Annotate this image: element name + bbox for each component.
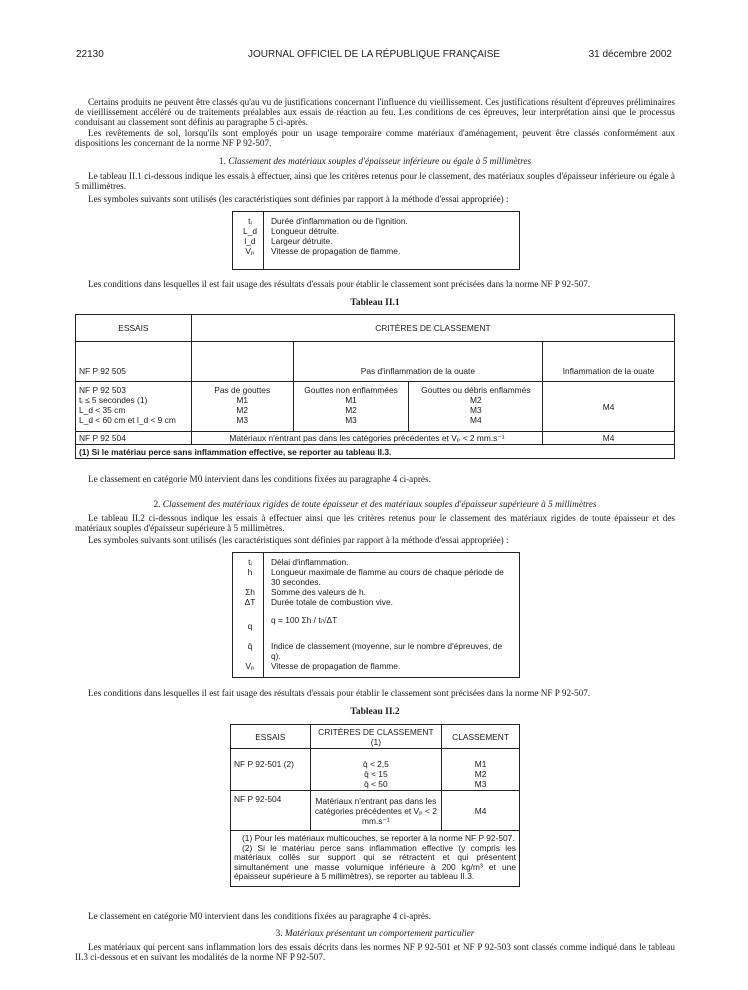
table-1-flamed-drips bbox=[409, 382, 543, 432]
table-2-note-1: (1) Pour les matériaux multicouches, se reporter à la norme NF P 92-507. bbox=[242, 833, 515, 843]
symbols-divider bbox=[263, 212, 264, 269]
table-1-test-nfp92504: NF P 92 504 bbox=[76, 432, 192, 445]
symbol-definition: Vitesse de propagation de flamme. bbox=[271, 661, 401, 671]
symbol-definition: Indice de classement (moyenne, sur le nombre d'épreuves, de q). bbox=[271, 641, 503, 661]
section-3-number: 3. bbox=[275, 929, 283, 939]
symbol: q̄ bbox=[247, 641, 253, 651]
page-number: 22130 bbox=[76, 49, 104, 60]
section-3-heading bbox=[75, 929, 675, 939]
table-2-note-2: (2) Si le matériau perce sans inflammation effective (y compris les matériaux collés sur support qui se rétractent et qui présentent simultanément une masse volumique inférieure à 200 kg/m³ et une épaisseur supérieure à 5 millimètres), se reporter au tableau II.3. bbox=[234, 842, 516, 881]
symbol-definition: Durée totale de combustion vive. bbox=[271, 597, 393, 607]
section-1-paragraph-2: Les symboles suivants sont utilisés (les caractéristiques sont définies par rapport à la méthode d'essai appropriée) : bbox=[88, 194, 509, 204]
section-2-number: 2. bbox=[153, 500, 161, 510]
table-cell-line: q̄ < 50 bbox=[364, 779, 388, 789]
table-2-header-criteres: CRITÈRES DE CLASSEMENT (1) bbox=[310, 725, 441, 749]
intro-paragraph-1: Certains produits ne peuvent être classés qu'au vu de justifications concernant l'influence du vieillissement. Ces justifications résultent d'épreuves préliminaires de vieillissement accéléré ou de traitements préalables aux essais de réaction au feu. Les conditions de ces épreuves, leur interprétation ainsi que le processus conduisant au classement sont définis au paragraphe 5 ci-après. bbox=[75, 97, 675, 127]
table-cell-line: Gouttes non enflammées bbox=[304, 385, 398, 395]
table-cell-line: M2 bbox=[469, 395, 482, 405]
section-3-paragraph-1: Les matériaux qui percent sans inflammation lors des essais décrits dans les normes NF P 92-501 et NF P 92-503 sont classés comme indiqué dans le tableau II.3 ci-dessous et en suivant les modalités de la norme NF P 92-507. bbox=[75, 942, 675, 962]
table-1-no-drips bbox=[191, 382, 293, 432]
symbol: l_d bbox=[244, 236, 256, 246]
section-1-title: Classement des matériaux souples d'épaisseur inférieure ou égale à 5 millimètres bbox=[228, 157, 532, 167]
section-1-after-table: Le classement en catégorie M0 intervient dans les conditions fixées au paragraphe 4 ci-après. bbox=[88, 474, 431, 484]
table-cell-line: M1 bbox=[474, 759, 487, 769]
table-cell-line: M1 bbox=[345, 395, 357, 405]
section-3-title: Matériaux présentant un comportement particulier bbox=[284, 929, 475, 939]
table-cell-line: Pas de gouttes bbox=[214, 385, 271, 395]
table-1-tests-nfp92503 bbox=[76, 382, 192, 432]
table-1-other-materials: Matériaux n'entrant pas dans les catégories précédentes et Vₚ < 2 mm.s⁻¹ bbox=[191, 432, 542, 445]
symbol-definition: Largeur détruite. bbox=[271, 236, 333, 246]
symbol: L_d bbox=[243, 226, 257, 236]
table-cell-line: tᵢ ≤ 5 secondes (1) bbox=[79, 395, 148, 405]
symbol-definition: Vitesse de propagation de flamme. bbox=[271, 246, 401, 256]
table-2-criteria-q bbox=[310, 749, 441, 791]
table-cell-line: L_d < 60 cm et l_d < 9 cm bbox=[79, 415, 176, 425]
section-1-paragraph-1: Le tableau II.1 ci-dessous indique les essais à effectuer, ainsi que les critères retenus pour le classement, des matériaux souples d'épaisseur inférieure ou égale à 5 millimètres. bbox=[75, 171, 675, 191]
symbol-definition: Durée d'inflammation ou de l'ignition. bbox=[271, 216, 408, 226]
section-2-paragraph-2: Les symboles suivants sont utilisés (les caractéristiques sont définies par rapport à la méthode d'essai appropriée) : bbox=[88, 535, 509, 545]
table-cell-line: M1 bbox=[236, 395, 249, 405]
table-cell-line: M2 bbox=[236, 405, 249, 415]
symbols-box-1 bbox=[232, 211, 520, 270]
table-cell-line: M4 bbox=[469, 415, 482, 425]
table-cell-line: q̄ < 2,5 bbox=[362, 759, 389, 769]
q-formula: q = 100 Σh / tᵢ√ΔT bbox=[271, 615, 338, 625]
symbols-box-2 bbox=[232, 552, 520, 678]
table-1-caption: Tableau II.1 bbox=[350, 298, 400, 308]
symbol: tᵢ bbox=[248, 557, 252, 567]
symbol-definition: Somme des valeurs de h. bbox=[271, 587, 366, 597]
table-cell-line: Gouttes ou débris enflammés bbox=[421, 385, 531, 395]
table-1-note: (1) Si le matériau perce sans inflammation effective, se reporter au tableau II.3. bbox=[76, 445, 675, 459]
table-1-unflamed-drips bbox=[293, 382, 409, 432]
symbol: q bbox=[247, 621, 253, 631]
table-2-caption: Tableau II.2 bbox=[350, 707, 400, 717]
table-1-header-essais: ESSAIS bbox=[76, 315, 192, 342]
symbol-definition: Longueur maximale de flamme au cours de chaque période de 30 secondes. bbox=[271, 567, 504, 587]
table-2-classes bbox=[442, 749, 520, 791]
section-1-heading bbox=[75, 157, 675, 167]
table-2-header-classement: CLASSEMENT bbox=[442, 725, 520, 749]
table-cell-line: M3 bbox=[469, 405, 482, 415]
table-2-other-materials: Matériaux n'entrant pas dans les catégories précédentes et Vₚ < 2 mm.s⁻¹ bbox=[310, 791, 441, 831]
section-2-paragraph-1: Le tableau II.2 ci-dessous indique les essais à effectuer ainsi que les critères retenus pour le classement des matériaux rigides de toute épaisseur et des matériaux souples d'épaisseur supérieure à 5 millimètres. bbox=[75, 513, 675, 533]
table-2-m4: M4 bbox=[442, 791, 520, 831]
table-cell-line: M2 bbox=[474, 769, 487, 779]
section-1-number: 1. bbox=[218, 157, 226, 167]
table-1-m4-last: M4 bbox=[543, 432, 675, 445]
section-2-paragraph-3: Les conditions dans lesquelles il est fait usage des résultats d'essais pour établir le classement sont précisées dans la norme NF P 92-507. bbox=[88, 688, 591, 698]
table-cell-line: M2 bbox=[345, 405, 357, 415]
symbols-divider bbox=[263, 553, 264, 677]
table-1-no-ignition: Pas d'inflammation de la ouate bbox=[293, 342, 543, 382]
symbol: Vₚ bbox=[245, 661, 255, 671]
table-cell-line: M3 bbox=[236, 415, 249, 425]
table-2-test-nfp92504: NF P 92-504 bbox=[231, 791, 311, 831]
table-cell-line: M3 bbox=[474, 779, 487, 789]
symbol: tᵢ bbox=[248, 216, 252, 226]
symbol: ΔT bbox=[244, 597, 256, 607]
symbol: h bbox=[247, 567, 253, 577]
table-cell-line: L_d < 35 cm bbox=[79, 405, 126, 415]
table-1-ignition: Inflammation de la ouate bbox=[543, 342, 675, 382]
table-1-m4: M4 bbox=[543, 382, 675, 432]
symbol-definition: Longueur détruite. bbox=[271, 226, 339, 236]
table-ii-1 bbox=[75, 314, 675, 459]
table-1-test-nfp92505: NF P 92 505 bbox=[76, 342, 192, 382]
table-1-header-criteres: CRITÈRES DE CLASSEMENT bbox=[191, 315, 674, 342]
table-ii-2 bbox=[230, 724, 520, 887]
table-cell-line: NF P 92 503 bbox=[79, 385, 126, 395]
section-1-paragraph-3: Les conditions dans lesquelles il est fait usage des résultats d'essais pour établir le classement sont précisées dans la norme NF P 92-507. bbox=[88, 279, 591, 289]
table-2-test-nfp92501: NF P 92-501 (2) bbox=[231, 749, 311, 791]
table-cell-line: M3 bbox=[345, 415, 357, 425]
symbol: Vₚ bbox=[245, 246, 255, 256]
journal-title: JOURNAL OFFICIEL DE LA RÉPUBLIQUE FRANÇAISE bbox=[247, 49, 501, 60]
table-2-header-essais: ESSAIS bbox=[231, 725, 311, 749]
table-cell-line: q̄ < 15 bbox=[364, 769, 388, 779]
issue-date: 31 décembre 2002 bbox=[588, 49, 672, 60]
symbol-definition: Délai d'inflammation. bbox=[271, 557, 349, 567]
table-2-notes bbox=[231, 831, 520, 887]
section-2-title: Classement des matériaux rigides de toute épaisseur et des matériaux souples d'épaisseur supérieure à 5 millimètres bbox=[162, 500, 597, 510]
section-2-after-table: Le classement en catégorie M0 intervient dans les conditions fixées au paragraphe 4 ci-après. bbox=[88, 911, 431, 921]
section-2-heading bbox=[75, 500, 675, 510]
intro-paragraph-2: Les revêtements de sol, lorsqu'ils sont employés pour un usage temporaire comme matériaux d'aménagement, peuvent être classés conformément aux dispositions les concernant de la norme NF P 92-507. bbox=[75, 128, 675, 148]
symbol: Σh bbox=[245, 587, 255, 597]
